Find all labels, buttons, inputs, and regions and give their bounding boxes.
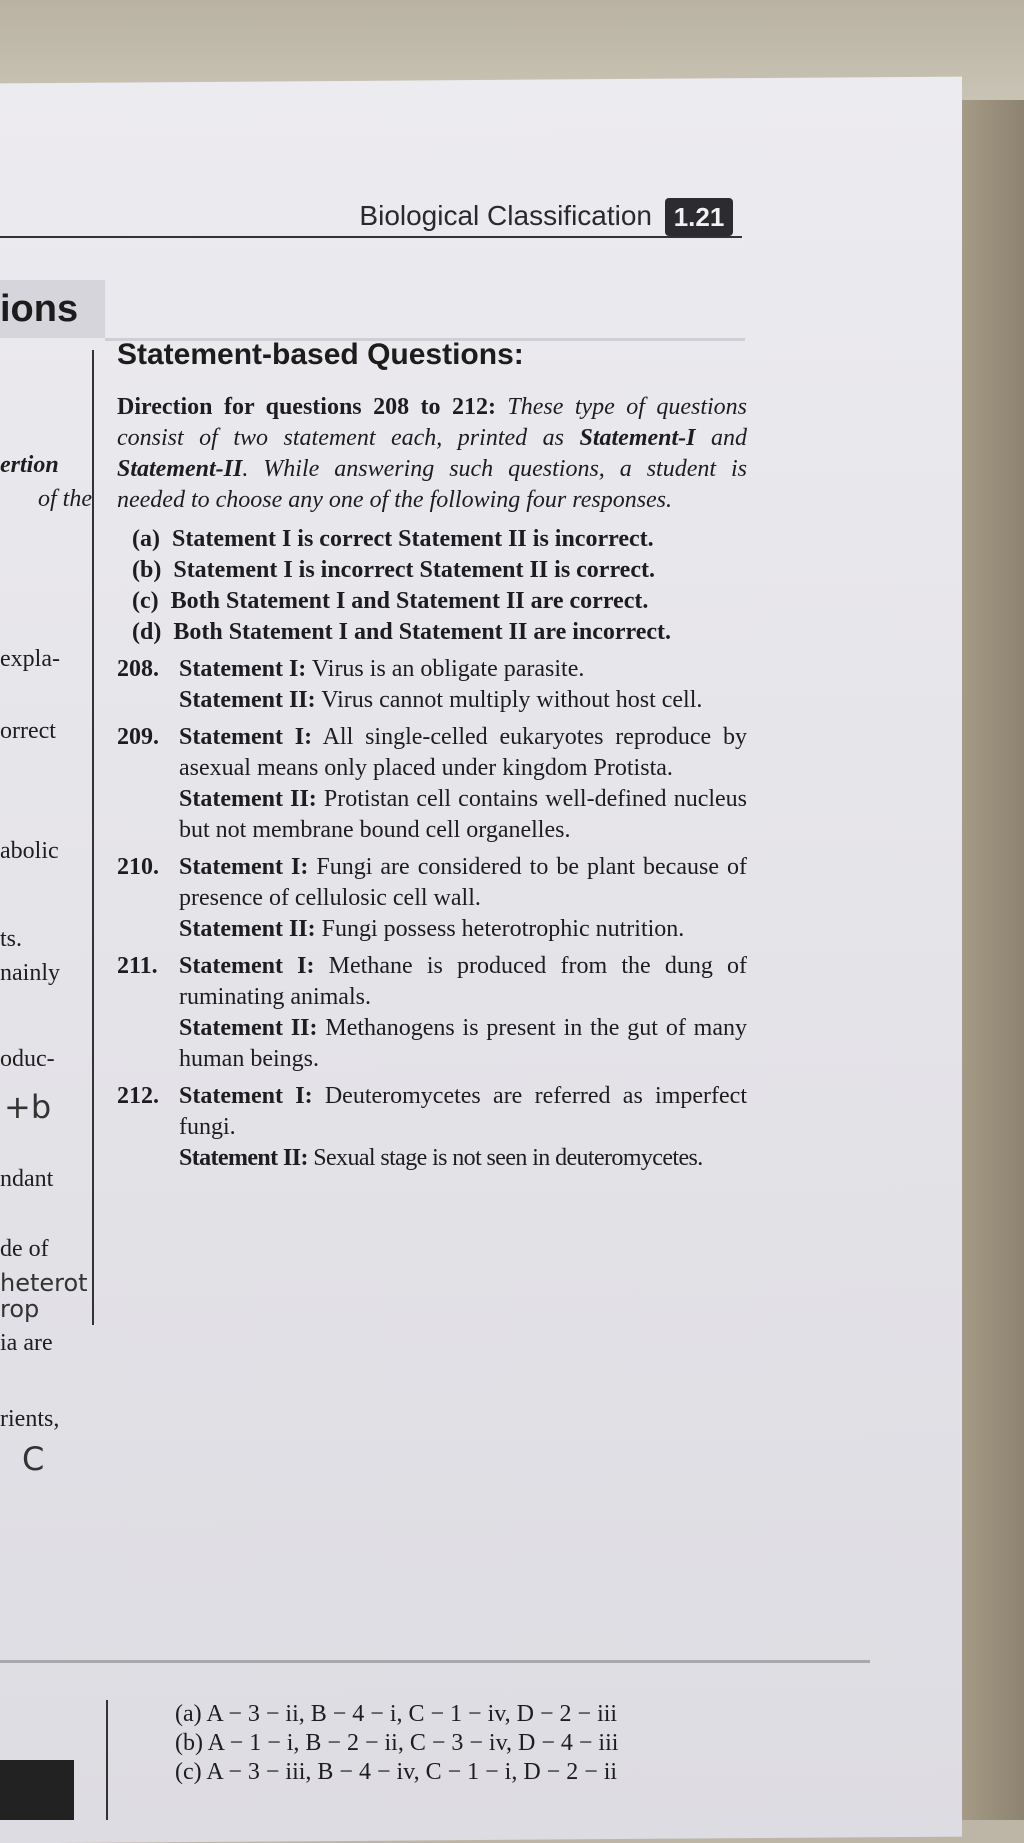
direction-paragraph: Direction for questions 208 to 212: These type of questions consist of two statement each, printed as Statement-I and Statement-II. While answering such questions, a student is needed to choose any one of the following four responses. bbox=[117, 394, 748, 513]
option-text: A − 3 − iii, B − 4 − iv, C − 1 − i, D − 2 − ii bbox=[206, 1759, 618, 1785]
statement-label: Statement I: bbox=[179, 656, 307, 682]
handwritten-note: heterotrop bbox=[0, 1269, 88, 1323]
response-item: (d) Both Statement I and Statement II are incorrect. bbox=[132, 619, 672, 645]
statement-text: All single-celled eukaryotes reproduce by asexual means only placed under kingdom Protista. bbox=[179, 724, 747, 781]
statement-text: Virus cannot multiply without host cell. bbox=[315, 687, 703, 713]
statement-text: Sexual stage is not seen in deuteromycetes. bbox=[307, 1145, 703, 1171]
left-column-heading: ions bbox=[0, 288, 79, 330]
statement-label: Statement I: bbox=[179, 724, 313, 750]
statement-text: Methane is produced from the dung of ruminating animals. bbox=[179, 953, 747, 1010]
match-option bbox=[175, 1700, 618, 1729]
option-label: (b) bbox=[175, 1730, 203, 1756]
question-208: 208. Statement I: Virus is an obligate parasite. Statement II: Virus cannot multiply without host cell. bbox=[117, 656, 703, 713]
column-divider bbox=[92, 350, 94, 1325]
statement-text: Fungi possess heterotrophic nutrition. bbox=[315, 916, 685, 942]
handwritten-note: C bbox=[22, 1440, 45, 1478]
question-212: 212. Statement I: Deuteromycetes are referred as imperfect fungi. Statement II: Sexual stage is not seen in deuteromycetes. bbox=[117, 1083, 747, 1171]
statement-label: Statement II: bbox=[179, 687, 316, 713]
option-label: (c) bbox=[175, 1759, 202, 1785]
margin-text: ts. bbox=[0, 926, 23, 952]
page-number-badge: 1.21 bbox=[665, 198, 733, 236]
column-divider-lower bbox=[106, 1700, 108, 1820]
statement-text: Virus is an obligate parasite. bbox=[306, 656, 585, 682]
match-options bbox=[175, 1700, 618, 1787]
statement-label: Statement II: bbox=[179, 786, 317, 812]
margin-text: ndant bbox=[0, 1166, 54, 1192]
background-surface bbox=[954, 100, 1024, 1820]
statement-label: Statement II: bbox=[179, 916, 316, 942]
margin-text: abolic bbox=[0, 838, 59, 864]
statement-label: Statement II: bbox=[179, 1015, 318, 1041]
statement-label: Statement I: bbox=[179, 854, 309, 880]
option-label: (a) bbox=[175, 1701, 202, 1727]
statement-text: Protistan cell contains well-defined nucleus but not membrane bound cell organelles. bbox=[179, 786, 748, 843]
margin-text: oduc- bbox=[0, 1046, 55, 1072]
option-text: A − 1 − i, B − 2 − ii, C − 3 − iv, D − 4 − iii bbox=[207, 1730, 619, 1756]
statement-label: Statement I: bbox=[179, 1083, 313, 1109]
running-header: Biological Classification bbox=[359, 200, 652, 231]
response-list bbox=[132, 524, 747, 648]
question-210: 210. Statement I: Fungi are considered to be plant because of presence of cellulosic cell wall. Statement II: Fungi possess heterotrophic nutrition. bbox=[117, 854, 747, 942]
response-item: (b) Statement I is incorrect Statement II is correct. bbox=[132, 557, 655, 583]
handwritten-note: +b bbox=[4, 1088, 52, 1126]
margin-text: de of bbox=[0, 1236, 49, 1262]
bottom-rule bbox=[0, 1660, 870, 1663]
margin-text: ia are bbox=[0, 1330, 53, 1356]
question-209: 209. Statement I: All single-celled eukaryotes reproduce by asexual means only placed under kingdom Protista. Statement II: Protistan cell contains well-defined nucleus but not membrane bound cell organelles. bbox=[117, 724, 748, 843]
statement-label: Statement II: bbox=[179, 1145, 308, 1171]
response-item: (a) Statement I is correct Statement II is incorrect. bbox=[132, 526, 654, 552]
margin-text: of the bbox=[38, 486, 92, 512]
dark-block bbox=[0, 1760, 74, 1820]
match-option bbox=[175, 1758, 618, 1787]
statement-text: Fungi are considered to be plant because of presence of cellulosic cell wall. bbox=[179, 854, 747, 911]
margin-text: ertion bbox=[0, 452, 59, 478]
response-item: (c) Both Statement I and Statement II are correct. bbox=[132, 588, 649, 614]
question-211: 211. Statement I: Methane is produced from the dung of ruminating animals. Statement II: Methanogens is present in the gut of many human beings. bbox=[117, 953, 748, 1072]
header-rule bbox=[0, 236, 742, 238]
statement-label: Statement I: bbox=[179, 953, 315, 979]
match-option bbox=[175, 1729, 618, 1758]
question-block bbox=[117, 392, 747, 1174]
margin-text: orrect bbox=[0, 718, 56, 744]
statement-text: Methanogens is present in the gut of many human beings. bbox=[179, 1015, 748, 1072]
option-text: A − 3 − ii, B − 4 − i, C − 1 − iv, D − 2 − iii bbox=[206, 1701, 618, 1727]
statement-text: Deuteromycetes are referred as imperfect fungi. bbox=[179, 1083, 747, 1140]
margin-text: expla- bbox=[0, 646, 60, 672]
section-title: Statement-based Questions: bbox=[117, 338, 524, 371]
margin-text: rients, bbox=[0, 1406, 60, 1432]
margin-text: nainly bbox=[0, 960, 60, 986]
